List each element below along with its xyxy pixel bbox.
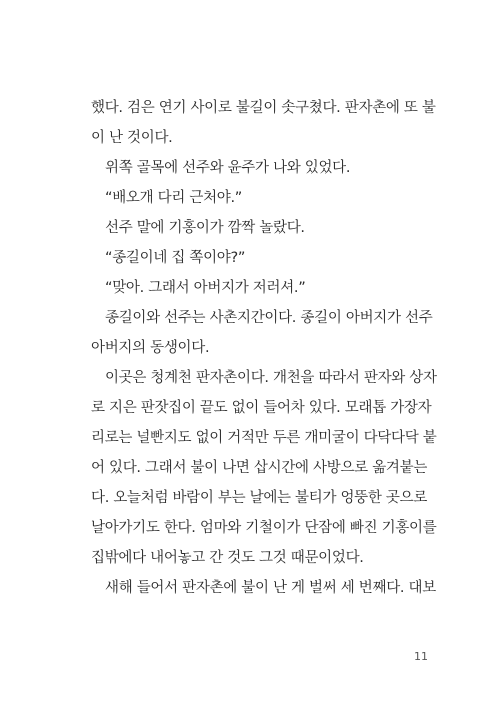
text-line: 이곳은 청계천 판자촌이다. 개천을 따라서 판자와 상자 bbox=[105, 370, 437, 386]
text-line: “배오개 다리 근처야.” bbox=[105, 190, 243, 206]
text-line: 로 지은 판잣집이 끝도 없이 들어차 있다. 모래톱 가장자 bbox=[91, 400, 432, 416]
text-line: 선주 말에 기홍이가 깜짝 놀랐다. bbox=[105, 220, 305, 236]
text-line: 새해 들어서 판자촌에 불이 난 게 벌써 세 번째다. 대보 bbox=[105, 580, 436, 596]
text-line: “종길이네 집 쪽이야?” bbox=[105, 250, 246, 266]
text-line: 집밖에다 내어놓고 간 것도 그것 때문이었다. bbox=[91, 550, 364, 566]
page-number: 11 bbox=[414, 650, 428, 663]
text-line: 종길이와 선주는 사촌지간이다. 종길이 아버지가 선주 bbox=[105, 310, 433, 326]
text-line: 위쪽 골목에 선주와 윤주가 나와 있었다. bbox=[105, 160, 351, 176]
text-line: 이 난 것이다. bbox=[91, 130, 173, 146]
body-text bbox=[91, 93, 437, 603]
text-line: 아버지의 동생이다. bbox=[91, 340, 210, 356]
text-line: 다. 오늘처럼 바람이 부는 날에는 불티가 엉뚱한 곳으로 bbox=[91, 490, 428, 506]
text-line: 했다. 검은 연기 사이로 불길이 솟구쳤다. 판자촌에 또 불 bbox=[91, 100, 436, 116]
text-line: 어 있다. 그래서 불이 나면 삽시간에 사방으로 옮겨붙는 bbox=[91, 460, 428, 476]
text-line: “맞아. 그래서 아버지가 저러셔.” bbox=[105, 280, 306, 296]
text-line: 날아가기도 한다. 엄마와 기철이가 단잠에 빠진 기홍이를 bbox=[91, 520, 437, 536]
text-line: 리로는 널빤지도 없이 거적만 두른 개미굴이 다닥다닥 붙 bbox=[91, 430, 437, 446]
